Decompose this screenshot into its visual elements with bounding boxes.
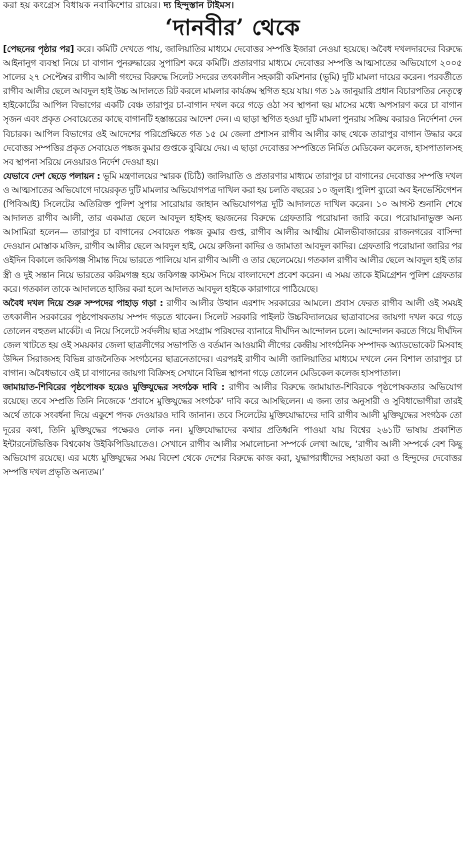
article-body (3, 43, 462, 480)
continuation-marker: [পেছনের পৃষ্ঠার পর] (3, 45, 74, 55)
paragraph-escape (3, 170, 462, 297)
previous-article-tail (3, 0, 462, 12)
previous-article-text: করা হয় কংগ্রেস বিধায়ক নবাকিশোর রায়ের। (3, 0, 164, 11)
source-credit: দ্য হিন্দুস্তান টাইমস। (163, 0, 235, 11)
paragraph-illegal-occupation (3, 297, 462, 382)
section-subheading: অবৈধ দখল দিয়ে শুরু সম্পদের পাহাড় গড়া : (3, 298, 164, 309)
article-headline: ‘দানবীর’ থেকে (165, 15, 300, 41)
paragraph-jamaat-patronage (3, 381, 462, 480)
paragraph-text: রাগীব আলীর উত্থান এরশাদ সরকারের আমলে। প্রবাস ফেরত রাগীব আলী ওই সময়ই তৎকালীন সরকারের পৃষ্ঠপোষকতায় সম্পদ গড়তে থাকেন। সিলেট সরকারি পাইলট উচ্চবিদ্যালয়ের ছাত্রাবাসের জায়গা দখল করে গড়ে তোলেন বহুতল মার্কেট। এ নিয়ে সিলেটে সর্বদলীয় ছাত্র সংগ্রাম পরিষদের ব্যানারে দীর্ঘদিন আন্দোলন চলে। আন্দোলন করতে গিয়ে দীর্ঘদিন জেল খাটতে হয় ওই সময়কার জেলা ছাত্রলীগের সভাপতি ও বর্তমান আওয়ামী লীগের কেন্দ্রীয় সাংগঠনিক সম্পাদক অ্যাডভোকেট মিসবাহ উদ্দিন সিরাজসহ বিভিন্ন রাজনৈতিক সংগঠনের ছাত্রনেতাদের। এরপরই রাগীব আলী জালিয়াতির মাধ্যমে দখলে নেন বিশাল তারাপুর চা বাগান। অবৈধভাবে ওই চা বাগানের জায়গা বিক্রিসহ সেখানে বিভিন্ন স্থাপনা গড়ে তোলেন মেডিকেল কলেজ হাসপাতাল। (3, 298, 462, 380)
paragraph-text: করে। কমিটি দেখতে পায়, জালিয়াতির মাধ্যমে দেবোত্তর সম্পত্তি ইজারা নেওয়া হয়েছে। অবৈধ দখলদারদের বিরুদ্ধে আইনানুগ ব্যবস্থা নিয়ে চা বাগান পুনরুদ্ধারের সুপারিশ করে কমিটি। প্রতারণার মাধ্যমে দেবোত্তর সম্পত্তি আত্মসাতের অভিযোগে ২০০৫ সালের ২৭ সেপ্টেম্বর রাগীব আলী গংদের বিরুদ্ধে সিলেট সদরের তৎকালীন সহকারী কমিশনার (ভূমি) দুটি মামলা দায়ের করেন। পরবর্তীতে রাগীব আলীর ছেলে আবদুল হাই উচ্চ আদালতে রিট করলে মামলার কার্যক্রম স্থগিত হয়ে যায়। গত ১৯ জানুয়ারি প্রধান বিচারপতির নেতৃত্বে হাইকোর্টের আপিল বিভাগের একটি বেঞ্চ তারাপুর চা-বাগান দখল করে গড়ে ওঠা সব স্থাপনা ছয় মাসের মধ্যে অপসারণ করে চা বাগান সৃজন এবং প্রকৃত সেবায়েতের কাছে বাগানটি হস্তান্তরের আদেশ দেন। এ ছাড়া স্থগিত হওয়া দুটি মামলা পুনরায় সক্রিয় করারও নির্দেশনা দেন বিচারক। আপিল বিভাগের ওই আদেশের পরিপ্রেক্ষিতে গত ১৫ মে জেলা প্রশাসন রাগীব আলীর কাছ থেকে তারাপুর বাগান উদ্ধার করে দেবোত্তর সম্পত্তির প্রকৃত সেবায়েত পঙ্কজ কুমার গুপ্তকে বুঝিয়ে দেয়। এ ছাড়া দেবোত্তর সম্পত্তিতে নির্মিত মেডিকেল কলেজ, হাসপাতালসহ সব স্থাপনা সরিয়ে নেওয়ারও নির্দেশ দেওয়া হয়। (3, 45, 462, 168)
section-subheading: যেভাবে দেশ ছেড়ে পলায়ন : (3, 171, 101, 182)
paragraph-continuation (3, 43, 462, 170)
paragraph-text: ভূমি মন্ত্রণালয়ের স্মারক (চিঠি) জালিয়াতি ও প্রতারণার মাধ্যমে তারাপুর চা বাগানের দেবোত্তর সম্পত্তি দখল ও আত্মসাতের অভিযোগে দায়েরকৃত দুটি মামলার অভিযোগপত্র দাখিল করা হয় চলতি বছরের ১০ জুলাই। পুলিশ ব্যুরো অব ইনভেস্টিগেশন (পিবিআই) সিলেটের অতিরিক্ত পুলিশ সুপার সারোয়ার জাহান অভিযোগপত্র দুটি আদালতে দাখিল করেন। ১০ আগস্ট শুনানি শেষে আদালত রাগীব আলী, তার একমাত্র ছেলে আবদুল হাইসহ ছয়জনের বিরুদ্ধে গ্রেফতারি পরোয়ানা জারি করে। পরোয়ানাভুক্ত অন্য আসামিরা হলেন— তারাপুর চা বাগানের সেবায়েত পঙ্কজ কুমার গুপ্ত, রাগীব আলীর আত্মীয় মৌলভীবাজারের রাজনগরের বাসিন্দা দেওয়ান মোস্তাক মজিদ, রাগীব আলীর ছেলে আবদুল হাই, মেয়ে রুজিনা কাদির ও জামাতা আবদুল কাদির। গ্রেফতারি পরোয়ানা জারির পর ওইদিন বিকালে জকিগঞ্জ সীমান্ত দিয়ে ভারতে পালিয়ে যান রাগীব আলী ও তার ছেলেমেয়ে। গতকাল রাগীব আলীর ছেলে আবদুল হাই তার স্ত্রী ও দুই সন্তান নিয়ে ভারতের করিমগঞ্জ হয়ে জকিগঞ্জ কাস্টমস দিয়ে বাংলাদেশে প্রবেশ করেন। এ সময় তাকে ইমিগ্রেশন পুলিশ গ্রেফতার করে। গতকাল তাকে আদালতে হাজির করা হলে আদালত আবদুল হাইকে কারাগারে পাঠিয়েছে। (3, 171, 462, 295)
paragraph-text: রাগীব আলীর বিরুদ্ধে জামায়াত-শিবিরকে পৃষ্ঠপোষকতার অভিযোগ রয়েছে। তবে সম্প্রতি তিনি নিজেকে ‘প্রবাসে মুক্তিযুদ্ধের সংগঠক’ দাবি করে আসছিলেন। এ জন্য তার অনুসারী ও সুবিধাভোগীরা তারই অর্থে তাকে সংবর্ধনা দিয়ে একুশে পদক দেওয়ারও দাবি জানান। তবে সিলেটের মুক্তিযোদ্ধাদের দাবি রাগীব আলী মুক্তিযুদ্ধের সংগঠক তো দূরের কথা, তিনি মুক্তিযুদ্ধের পক্ষেরও লোক নন। মুক্তিযোদ্ধাদের কথার প্রতিধ্বনি পাওয়া যায় বিশ্বের ২৬১টি ভাষায় প্রকাশিত ইন্টারনেটভিত্তিক বিশ্বকোষ উইকিপিডিয়াতেও। সেখানে রাগীব আলীর সমালোচনা সম্পর্কে লেখা আছে, ‘রাগীব আলী সম্পর্কে বেশ কিছু অভিযোগ রয়েছে। এর মধ্যে মুক্তিযুদ্ধের সময় বিদেশ থেকে দেশের বিরুদ্ধে কাজ করা, যুদ্ধাপরাধীদের সহায়তা করা ও হিন্দুদের দেবোত্তর সম্পত্তি দখল প্রভৃতি অন্যতম।’ (3, 383, 462, 478)
section-subheading: জামায়াত-শিবিরের পৃষ্ঠপোষক হয়েও মুক্তিযুদ্ধের সংগঠক দাবি : (3, 383, 225, 394)
